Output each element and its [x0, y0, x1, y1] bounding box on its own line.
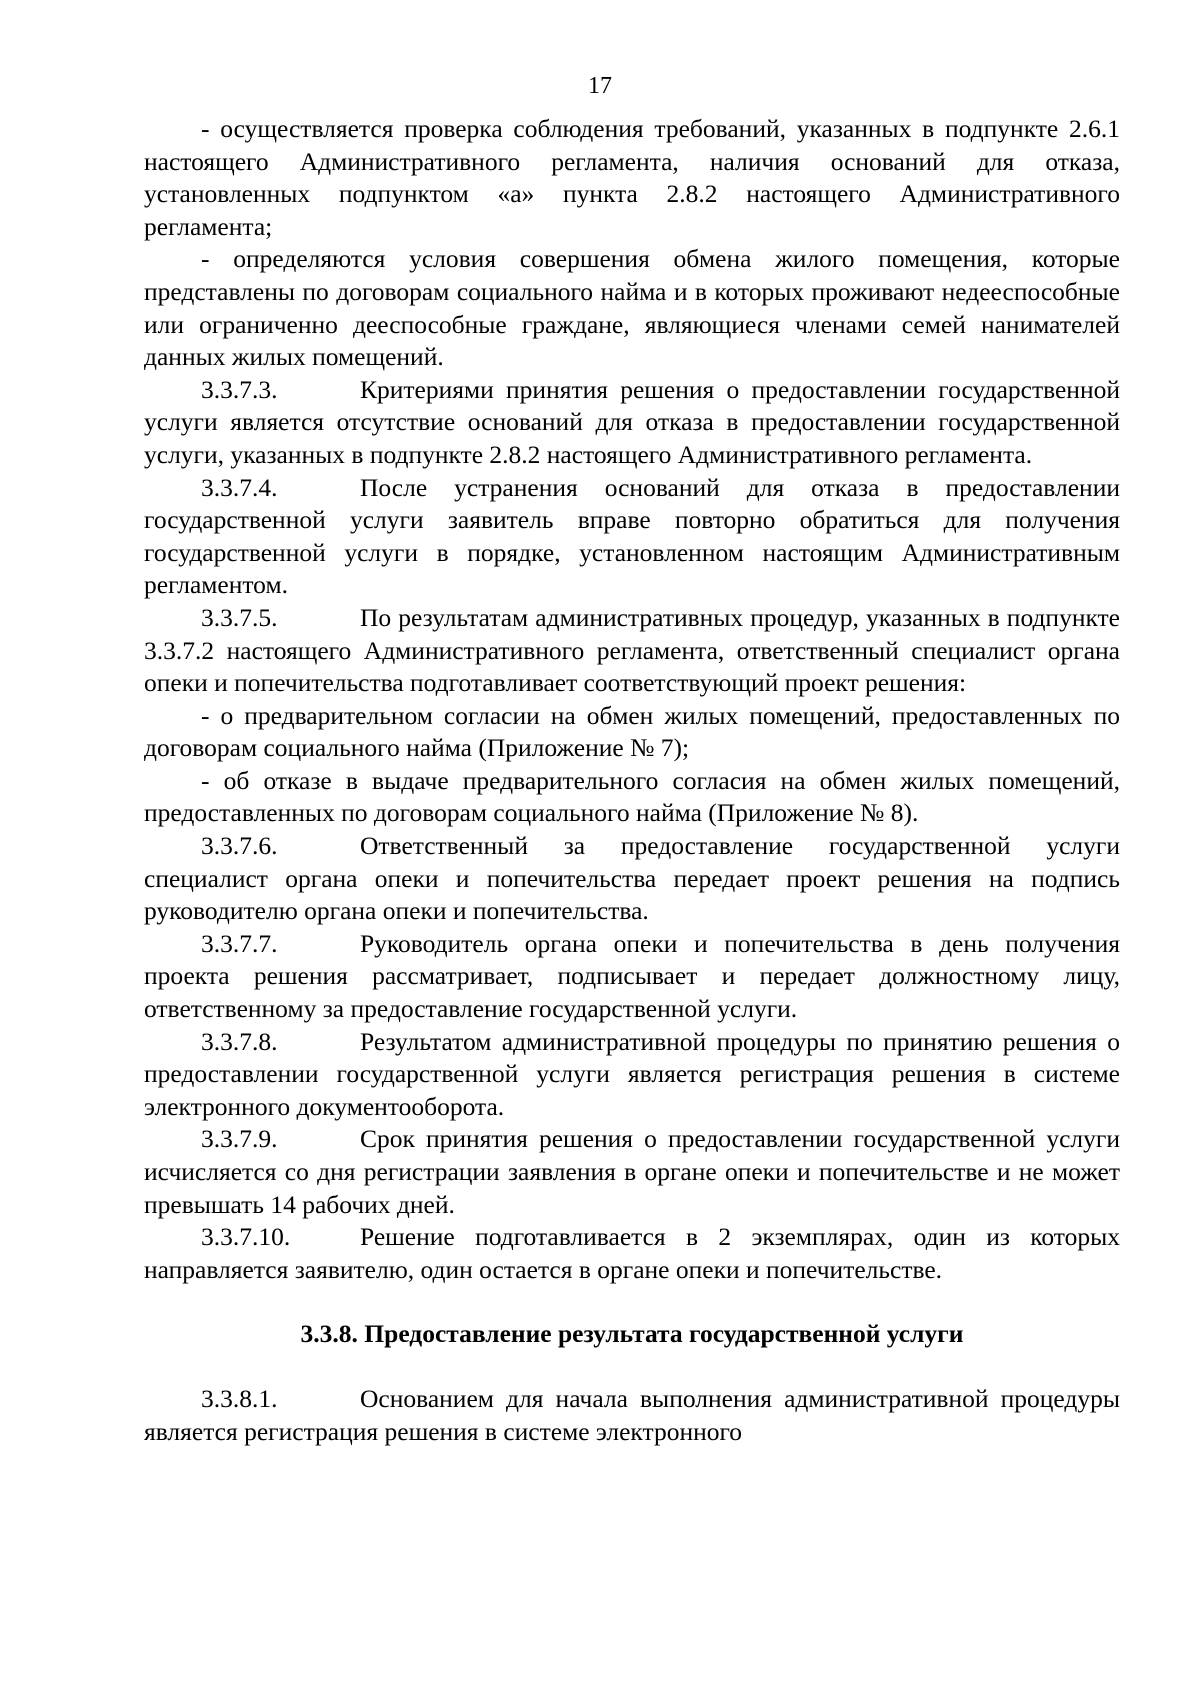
- clause-number: 3.3.7.8.: [201, 1026, 278, 1056]
- paragraph-3-3-7-4: 3.3.7.4. После устранения оснований для отказа в предоставлении государственной услуги заявитель вправе повторно обратиться для получения государственной услуги в порядке, установленном настоящим Административным регламентом.: [144, 472, 1120, 600]
- clause-number: 3.3.8.1.: [201, 1383, 278, 1413]
- clause-number: 3.3.7.4.: [201, 472, 278, 502]
- paragraph-3-3-8-1: 3.3.8.1. Основанием для начала выполнения административной процедуры является регистрация решения в системе электронного: [144, 1383, 1120, 1446]
- clause-number: 3.3.7.10.: [201, 1222, 291, 1252]
- clause-number: 3.3.7.7.: [201, 928, 278, 958]
- section-heading: 3.3.8. Предоставление результата государственной услуги: [300, 1319, 964, 1349]
- paragraph-bullet-conditions: - определяются условия совершения обмена жилого помещения, которые представлены по договорам социального найма и в которых проживают недееспособные или ограниченно дееспособные граждане, являющиеся членами семей нанимателей данных жилых помещений.: [144, 244, 1120, 372]
- clause-number: 3.3.7.5.: [201, 602, 278, 632]
- paragraph-3-3-7-5: 3.3.7.5. По результатам административных процедур, указанных в подпункте 3.3.7.2 настоящего Административного регламента, ответственный специалист органа опеки и попечительства подготавливает соответствующий проект решения:: [144, 602, 1120, 698]
- page-number: 17: [588, 73, 612, 99]
- clause-number: 3.3.7.9.: [201, 1124, 278, 1154]
- paragraph-bullet-check: - осуществляется проверка соблюдения требований, указанных в подпункте 2.6.1 настоящего Административного регламента, наличия оснований для отказа, установленных подпунктом «а» пункта 2.8.2 настоящего Административного регламента;: [144, 114, 1120, 241]
- clause-number: 3.3.7.3.: [201, 374, 278, 404]
- paragraph-3-3-7-6: 3.3.7.6. Ответственный за предоставление государственной услуги специалист органа опеки и попечительства передает проект решения на подпись руководителю органа опеки и попечительства.: [144, 831, 1120, 926]
- paragraph-bullet-consent: - о предварительном согласии на обмен жилых помещений, предоставленных по договорам социального найма (Приложение № 7);: [144, 700, 1120, 763]
- clause-number: 3.3.7.6.: [201, 831, 278, 861]
- paragraph-3-3-7-10: 3.3.7.10. Решение подготавливается в 2 экземплярах, один из которых направляется заявителю, один остается в органе опеки и попечительстве.: [144, 1222, 1120, 1284]
- paragraph-3-3-7-3: 3.3.7.3. Критериями принятия решения о предоставлении государственной услуги является отсутствие оснований для отказа в предоставлении государственной услуги, указанных в подпункте 2.8.2 настоящего Административного регламента.: [144, 374, 1120, 469]
- paragraph-3-3-7-9: 3.3.7.9. Срок принятия решения о предоставлении государственной услуги исчисляется со дня регистрации заявления в органе опеки и попечительстве и не может превышать 14 рабочих дней.: [144, 1124, 1120, 1219]
- paragraph-3-3-7-8: 3.3.7.8. Результатом административной процедуры по принятию решения о предоставлении государственной услуги является регистрация решения в системе электронного документооборота.: [144, 1026, 1120, 1121]
- paragraph-3-3-7-7: 3.3.7.7. Руководитель органа опеки и попечительства в день получения проекта решения рассматривает, подписывает и передает должностному лицу, ответственному за предоставление государственной услуги.: [144, 928, 1120, 1024]
- paragraph-bullet-refusal: - об отказе в выдаче предварительного согласия на обмен жилых помещений, предоставленных по договорам социального найма (Приложение № 8).: [144, 765, 1120, 828]
- document-body: [144, 113, 1120, 1448]
